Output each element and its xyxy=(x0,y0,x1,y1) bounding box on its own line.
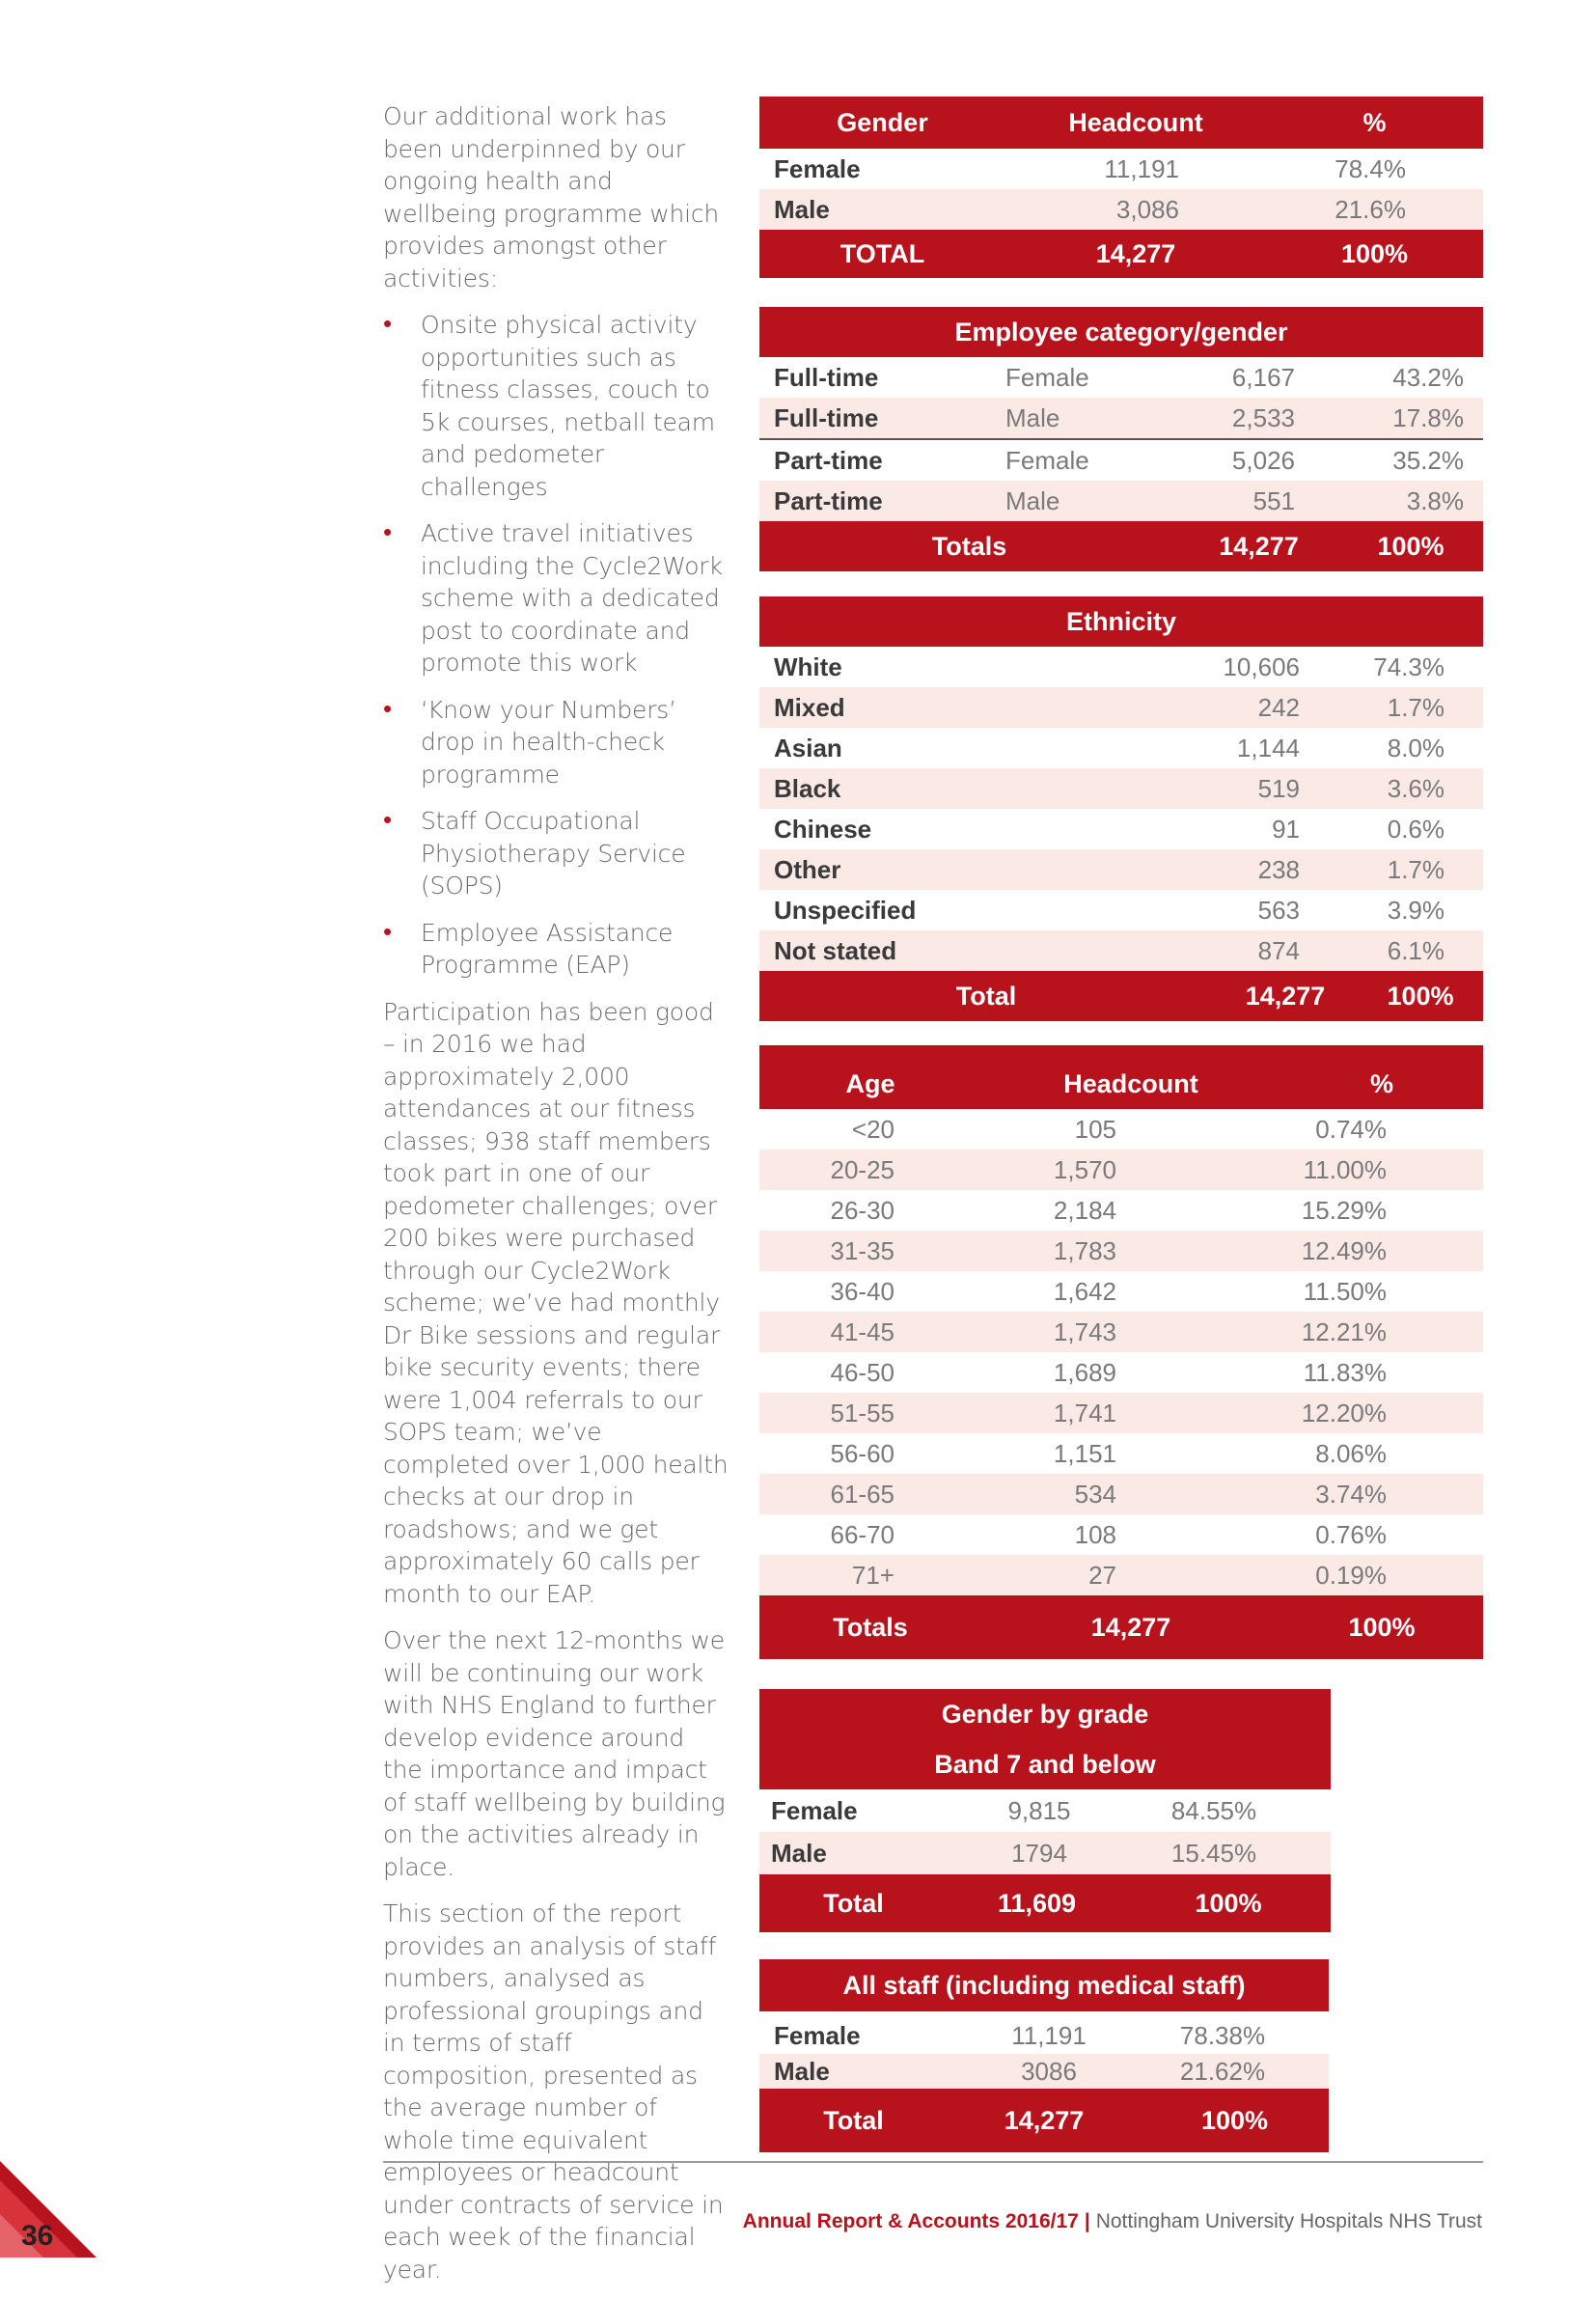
table-row: White 10,606 74.3% xyxy=(774,651,1445,681)
table-total-row: TOTAL 14,277 100% xyxy=(759,230,1483,278)
table-row: Male 3,086 21.6% xyxy=(759,189,1483,230)
gender-table xyxy=(759,97,1483,278)
table-row: Other 238 1.7% xyxy=(759,849,1483,890)
list-item: • Employee Assistance Programme (EAP) xyxy=(383,917,674,979)
bullet-icon: • xyxy=(383,917,392,947)
table-row: 66-70 108 0.76% xyxy=(830,1519,1387,1549)
table-row: Asian 1,144 8.0% xyxy=(774,733,1445,762)
table-row: Black 519 3.6% xyxy=(759,768,1483,809)
table-row: <20 105 0.74% xyxy=(851,1114,1387,1144)
footer-divider xyxy=(383,2161,1483,2163)
gender-by-grade-table xyxy=(759,1689,1331,1932)
table-row: 46-50 1,689 11.83% xyxy=(830,1357,1387,1387)
table-total-row: Total 14,277 100% xyxy=(759,971,1483,1021)
table-row: 26-30 2,184 15.29% xyxy=(830,1195,1387,1225)
table-row: Unspecified 563 3.9% xyxy=(774,895,1445,925)
table-header: Gender Headcount % xyxy=(759,97,1483,149)
table-row: Male 1794 15.45% xyxy=(759,1832,1331,1874)
table-row: Part-time Male 551 3.8% xyxy=(759,481,1483,521)
table-row: Part-time Female 5,026 35.2% xyxy=(759,438,1483,481)
table-total-row: Totals 14,277 100% xyxy=(759,521,1483,571)
list-item: • Active travel initiatives including the Cycle2Work scheme with a dedicated post to coordinate and promote this work xyxy=(383,518,723,677)
table-row: 56-60 1,151 8.06% xyxy=(830,1438,1387,1468)
bullet-icon: • xyxy=(383,806,392,835)
activities-list xyxy=(383,309,730,982)
page-number: 36 xyxy=(21,2220,54,2252)
table-row: 20-25 1,570 11.00% xyxy=(759,1150,1483,1190)
table-row: Chinese 91 0.6% xyxy=(774,814,1445,844)
bullet-icon: • xyxy=(383,518,392,547)
footer-separator: | xyxy=(1084,2210,1090,2232)
table-row: 51-55 1,741 12.20% xyxy=(759,1393,1483,1433)
bullet-icon: • xyxy=(383,694,392,724)
list-item: • Staff Occupational Physiotherapy Service (SOPS) xyxy=(383,806,686,900)
all-staff-table xyxy=(759,1959,1329,2152)
table-header: Ethnicity xyxy=(759,596,1483,647)
table-row: Not stated 874 6.1% xyxy=(759,930,1483,971)
participation-paragraph: Participation has been good – in 2016 we had approximately 2,000 attendances at our fitness classes; 938 staff members took part in one of our pedometer challenges; over 200 bikes were purchased through our Cycle2Work scheme; we’ve had monthly Dr Bike sessions and regular bike security events; there were 1,004 referrals to our SOPS team; we’ve completed over 1,000 health checks at our drop in roadshows; and we get approximately 60 calls per month to our EAP. xyxy=(383,997,729,1608)
table-row: Female 11,191 78.38% xyxy=(774,2020,1266,2050)
list-item: • ‘Know your Numbers’ drop in health-check programme xyxy=(383,694,676,789)
table-row: Mixed 242 1.7% xyxy=(759,687,1483,728)
table-header: Age Headcount % xyxy=(759,1045,1483,1109)
employee-category-table xyxy=(759,307,1483,571)
intro-paragraph: Our additional work has been underpinned by our ongoing health and wellbeing programme which provides amongst other activities: xyxy=(383,102,720,292)
analysis-paragraph: This section of the report provides an analysis of staff numbers, analysed as professional groupings and in terms of staff composition, presented as the average number of whole time equivalent employees or headcount under contracts of service in each week of the financial year. xyxy=(383,1899,724,2284)
table-total-row: Total 14,277 100% xyxy=(759,2089,1329,2152)
ethnicity-table xyxy=(759,596,1483,1021)
table-row: Female 9,815 84.55% xyxy=(771,1795,1257,1825)
table-row: Female 11,191 78.4% xyxy=(774,153,1406,183)
table-header: All staff (including medical staff) xyxy=(759,1959,1329,2011)
organisation-name: Nottingham University Hospitals NHS Trust xyxy=(1095,2210,1482,2232)
table-row: 71+ 27 0.19% xyxy=(759,1555,1483,1595)
table-row: Full-time Female 6,167 43.2% xyxy=(774,362,1464,392)
table-header: Gender by grade Band 7 and below xyxy=(759,1689,1331,1789)
table-row: 41-45 1,743 12.21% xyxy=(759,1312,1483,1352)
bullet-icon: • xyxy=(383,310,392,339)
body-text-column xyxy=(383,100,730,2300)
table-row: 61-65 534 3.74% xyxy=(759,1474,1483,1514)
table-row: 31-35 1,783 12.49% xyxy=(759,1231,1483,1271)
table-row: 36-40 1,642 11.50% xyxy=(830,1276,1387,1306)
table-total-row: Total 11,609 100% xyxy=(759,1874,1331,1932)
table-row: Full-time Male 2,533 17.8% xyxy=(759,398,1483,438)
age-rows xyxy=(759,1109,1483,1595)
table-header: Employee category/gender xyxy=(759,307,1483,357)
list-item: • Onsite physical activity opportunities such as fitness classes, couch to 5k courses, netball team and pedometer challenges xyxy=(383,310,715,501)
footer xyxy=(743,2210,1482,2233)
table-total-row: Totals 14,277 100% xyxy=(759,1595,1483,1659)
report-title: Annual Report & Accounts 2016/17 xyxy=(742,2210,1079,2232)
next-year-paragraph: Over the next 12-months we will be continuing our work with NHS England to further develop evidence around the importance and impact of staff wellbeing by building on the activities already in place. xyxy=(383,1626,726,1881)
age-table xyxy=(759,1045,1483,1659)
table-row: Male 3086 21.62% xyxy=(759,2054,1329,2089)
